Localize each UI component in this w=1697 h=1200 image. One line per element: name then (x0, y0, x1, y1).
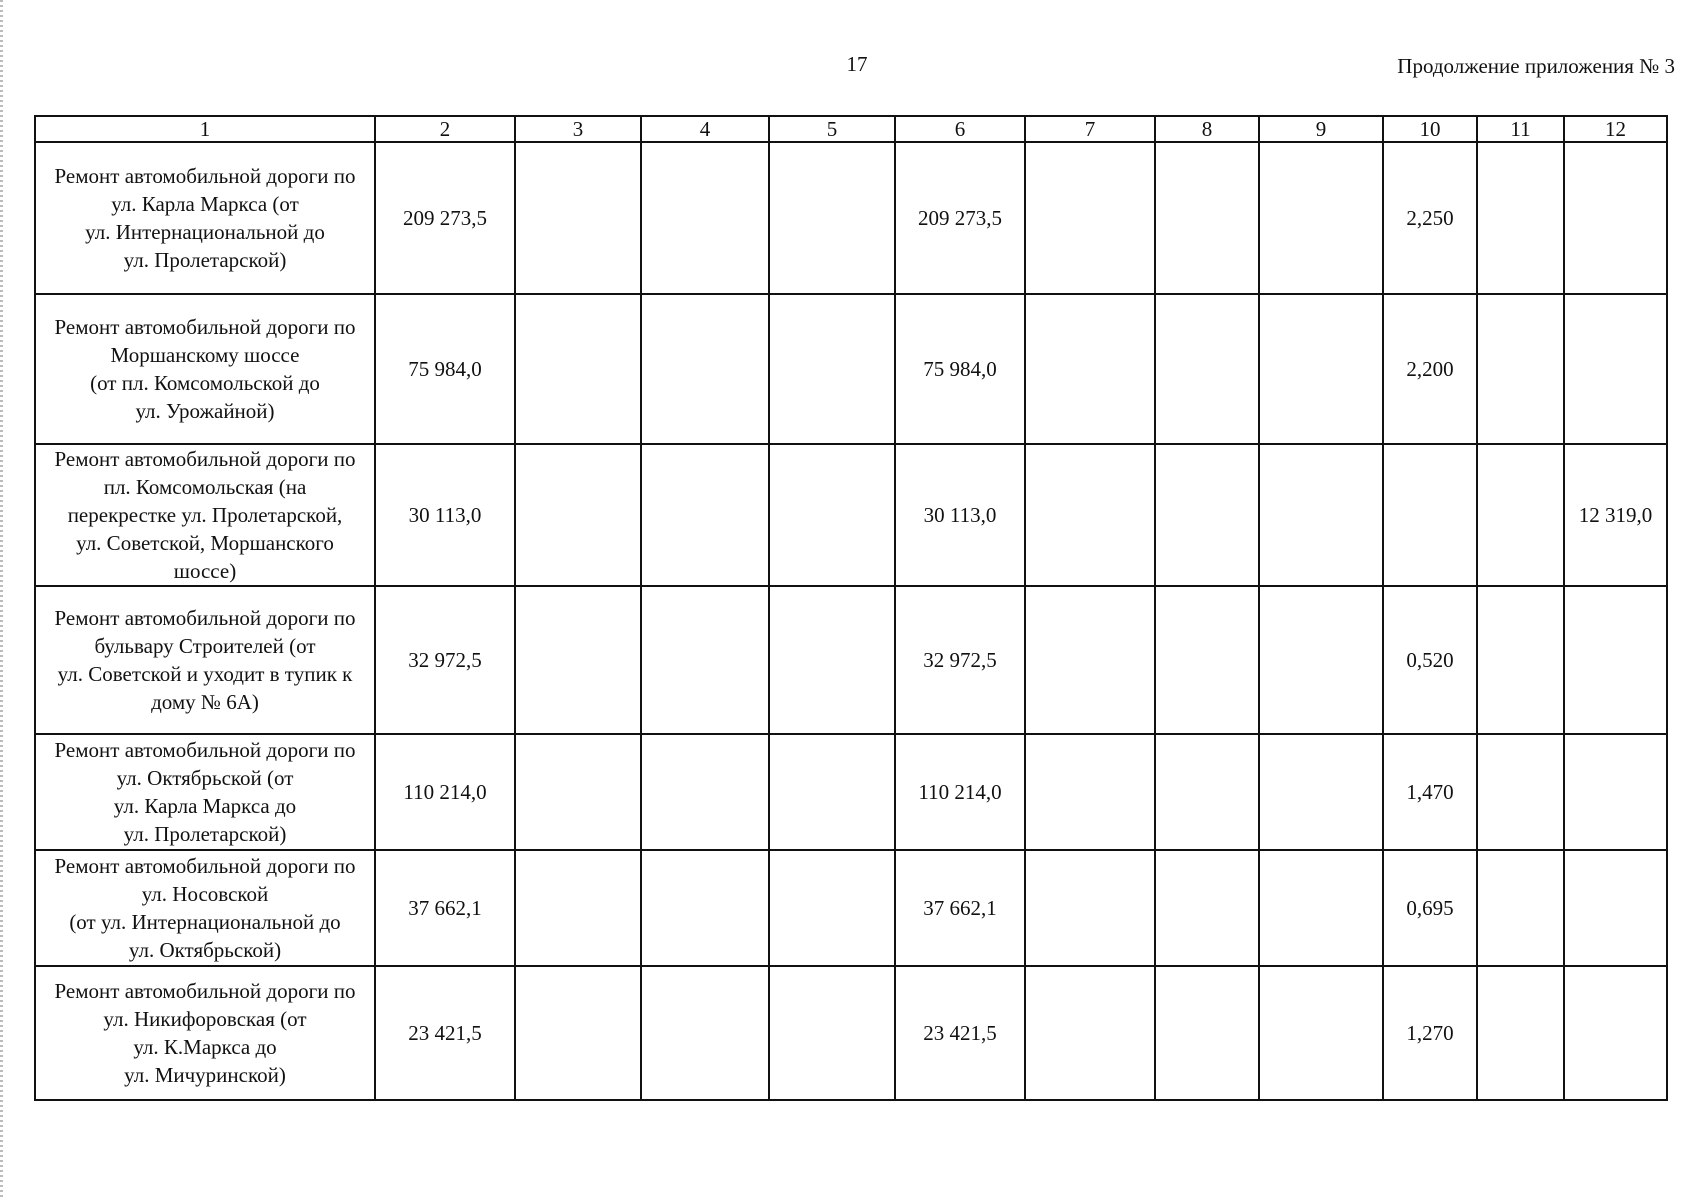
value-cell-col-9 (1259, 294, 1383, 444)
road-name-line: Ремонт автомобильной дороги по (54, 606, 356, 630)
value-cell-col-11 (1477, 586, 1564, 734)
value-cell-col-10: 2,200 (1383, 294, 1477, 444)
column-number-cell: 12 (1564, 116, 1667, 142)
column-number-cell: 11 (1477, 116, 1564, 142)
value-cell-col-12 (1564, 966, 1667, 1100)
value-cell-col-9 (1259, 966, 1383, 1100)
value-cell-col-10: 0,520 (1383, 586, 1477, 734)
column-number-cell: 3 (515, 116, 641, 142)
road-name-cell (35, 142, 375, 294)
value-cell-col-11 (1477, 734, 1564, 850)
value-cell-col-8 (1155, 966, 1259, 1100)
value-cell-col-5 (769, 850, 895, 966)
road-name-line: Ремонт автомобильной дороги по (54, 315, 356, 339)
value-cell-col-12 (1564, 586, 1667, 734)
value-cell-col-4 (641, 850, 769, 966)
value-cell-col-3 (515, 850, 641, 966)
value-cell-col-10: 0,695 (1383, 850, 1477, 966)
column-number-cell: 6 (895, 116, 1025, 142)
value-cell-col-2: 209 273,5 (375, 142, 515, 294)
road-name-cell (35, 734, 375, 850)
road-name-line: ул. Носовской (141, 882, 269, 906)
value-cell-col-11 (1477, 966, 1564, 1100)
value-cell-col-2: 32 972,5 (375, 586, 515, 734)
road-name-line: ул. К.Маркса до (133, 1035, 277, 1059)
value-cell-col-11 (1477, 142, 1564, 294)
continuation-note: Продолжение приложения № 3 (1397, 54, 1675, 78)
table-row (35, 586, 1667, 734)
column-number-cell: 4 (641, 116, 769, 142)
road-name-cell (35, 850, 375, 966)
value-cell-col-12 (1564, 850, 1667, 966)
road-name-line: ул. Советской и уходит в тупик к (57, 662, 353, 686)
road-name-line: ул. Советской, Моршанского (76, 531, 334, 555)
column-number-cell: 2 (375, 116, 515, 142)
road-name-cell (35, 444, 375, 586)
table-row (35, 142, 1667, 294)
road-name-line: ул. Урожайной) (135, 399, 275, 423)
value-cell-col-4 (641, 142, 769, 294)
value-cell-col-9 (1259, 444, 1383, 586)
value-cell-col-2: 37 662,1 (375, 850, 515, 966)
road-name-line: Ремонт автомобильной дороги по (54, 164, 356, 188)
value-cell-col-8 (1155, 586, 1259, 734)
table-row (35, 734, 1667, 850)
value-cell-col-5 (769, 734, 895, 850)
value-cell-col-11 (1477, 294, 1564, 444)
column-number-cell: 10 (1383, 116, 1477, 142)
road-name-line: Ремонт автомобильной дороги по (54, 447, 356, 471)
value-cell-col-12: 12 319,0 (1564, 444, 1667, 586)
value-cell-col-6: 32 972,5 (895, 586, 1025, 734)
road-name-line: ул. Октябрьской) (128, 938, 282, 962)
table-row (35, 444, 1667, 586)
value-cell-col-5 (769, 444, 895, 586)
value-cell-col-5 (769, 294, 895, 444)
value-cell-col-12 (1564, 142, 1667, 294)
table-row (35, 966, 1667, 1100)
value-cell-col-9 (1259, 586, 1383, 734)
value-cell-col-3 (515, 444, 641, 586)
value-cell-col-7 (1025, 586, 1155, 734)
value-cell-col-10: 2,250 (1383, 142, 1477, 294)
column-number-cell: 7 (1025, 116, 1155, 142)
road-name-line: шоссе) (173, 559, 237, 583)
value-cell-col-2: 75 984,0 (375, 294, 515, 444)
road-name-line: Ремонт автомобильной дороги по (54, 979, 356, 1003)
page-number: 17 (846, 52, 868, 76)
road-name-cell (35, 586, 375, 734)
road-name-line: ул. Карла Маркса до (113, 794, 297, 818)
road-name-line: ул. Октябрьской (от (116, 766, 294, 790)
scan-edge-artifact (0, 0, 3, 1200)
value-cell-col-2: 30 113,0 (375, 444, 515, 586)
value-cell-col-11 (1477, 444, 1564, 586)
value-cell-col-6: 75 984,0 (895, 294, 1025, 444)
value-cell-col-9 (1259, 734, 1383, 850)
value-cell-col-6: 110 214,0 (895, 734, 1025, 850)
value-cell-col-8 (1155, 444, 1259, 586)
value-cell-col-10: 1,470 (1383, 734, 1477, 850)
value-cell-col-7 (1025, 966, 1155, 1100)
road-name-line: бульвару Строителей (от (94, 634, 316, 658)
value-cell-col-2: 23 421,5 (375, 966, 515, 1100)
value-cell-col-3 (515, 294, 641, 444)
value-cell-col-6: 30 113,0 (895, 444, 1025, 586)
road-name-cell (35, 294, 375, 444)
value-cell-col-7 (1025, 850, 1155, 966)
value-cell-col-3 (515, 734, 641, 850)
table-row (35, 850, 1667, 966)
value-cell-col-6: 37 662,1 (895, 850, 1025, 966)
value-cell-col-7 (1025, 142, 1155, 294)
table-row (35, 294, 1667, 444)
value-cell-col-9 (1259, 850, 1383, 966)
value-cell-col-4 (641, 586, 769, 734)
appendix-table (34, 115, 1668, 1101)
road-name-line: дому № 6А) (151, 690, 259, 714)
value-cell-col-8 (1155, 850, 1259, 966)
value-cell-col-9 (1259, 142, 1383, 294)
road-name-line: ул. Пролетарской) (123, 822, 287, 846)
value-cell-col-6: 209 273,5 (895, 142, 1025, 294)
value-cell-col-2: 110 214,0 (375, 734, 515, 850)
value-cell-col-8 (1155, 142, 1259, 294)
column-number-cell: 8 (1155, 116, 1259, 142)
road-name-line: ул. Мичуринской) (124, 1063, 286, 1087)
column-number-cell: 1 (35, 116, 375, 142)
value-cell-col-4 (641, 444, 769, 586)
value-cell-col-8 (1155, 734, 1259, 850)
value-cell-col-5 (769, 142, 895, 294)
value-cell-col-4 (641, 734, 769, 850)
road-name-line: ул. Интернациональной до (85, 220, 325, 244)
road-name-line: ул. Никифоровская (от (103, 1007, 307, 1031)
value-cell-col-5 (769, 586, 895, 734)
road-name-line: (от пл. Комсомольской до (90, 371, 320, 395)
value-cell-col-12 (1564, 734, 1667, 850)
value-cell-col-3 (515, 966, 641, 1100)
value-cell-col-3 (515, 586, 641, 734)
value-cell-col-7 (1025, 734, 1155, 850)
road-name-line: перекрестке ул. Пролетарской, (67, 503, 343, 527)
road-name-line: пл. Комсомольская (на (103, 475, 307, 499)
value-cell-col-8 (1155, 294, 1259, 444)
value-cell-col-6: 23 421,5 (895, 966, 1025, 1100)
value-cell-col-5 (769, 966, 895, 1100)
road-name-line: Ремонт автомобильной дороги по (54, 854, 356, 878)
road-name-cell (35, 966, 375, 1100)
value-cell-col-4 (641, 966, 769, 1100)
road-name-line: ул. Пролетарской) (123, 248, 287, 272)
value-cell-col-3 (515, 142, 641, 294)
value-cell-col-12 (1564, 294, 1667, 444)
value-cell-col-7 (1025, 294, 1155, 444)
road-name-line: Ремонт автомобильной дороги по (54, 738, 356, 762)
value-cell-col-10 (1383, 444, 1477, 586)
road-name-line: Моршанскому шоссе (110, 343, 300, 367)
road-name-line: ул. Карла Маркса (от (111, 192, 299, 216)
column-number-cell: 9 (1259, 116, 1383, 142)
column-number-cell: 5 (769, 116, 895, 142)
value-cell-col-7 (1025, 444, 1155, 586)
value-cell-col-10: 1,270 (1383, 966, 1477, 1100)
value-cell-col-11 (1477, 850, 1564, 966)
road-name-line: (от ул. Интернациональной до (69, 910, 341, 934)
column-number-row (35, 116, 1667, 142)
value-cell-col-4 (641, 294, 769, 444)
